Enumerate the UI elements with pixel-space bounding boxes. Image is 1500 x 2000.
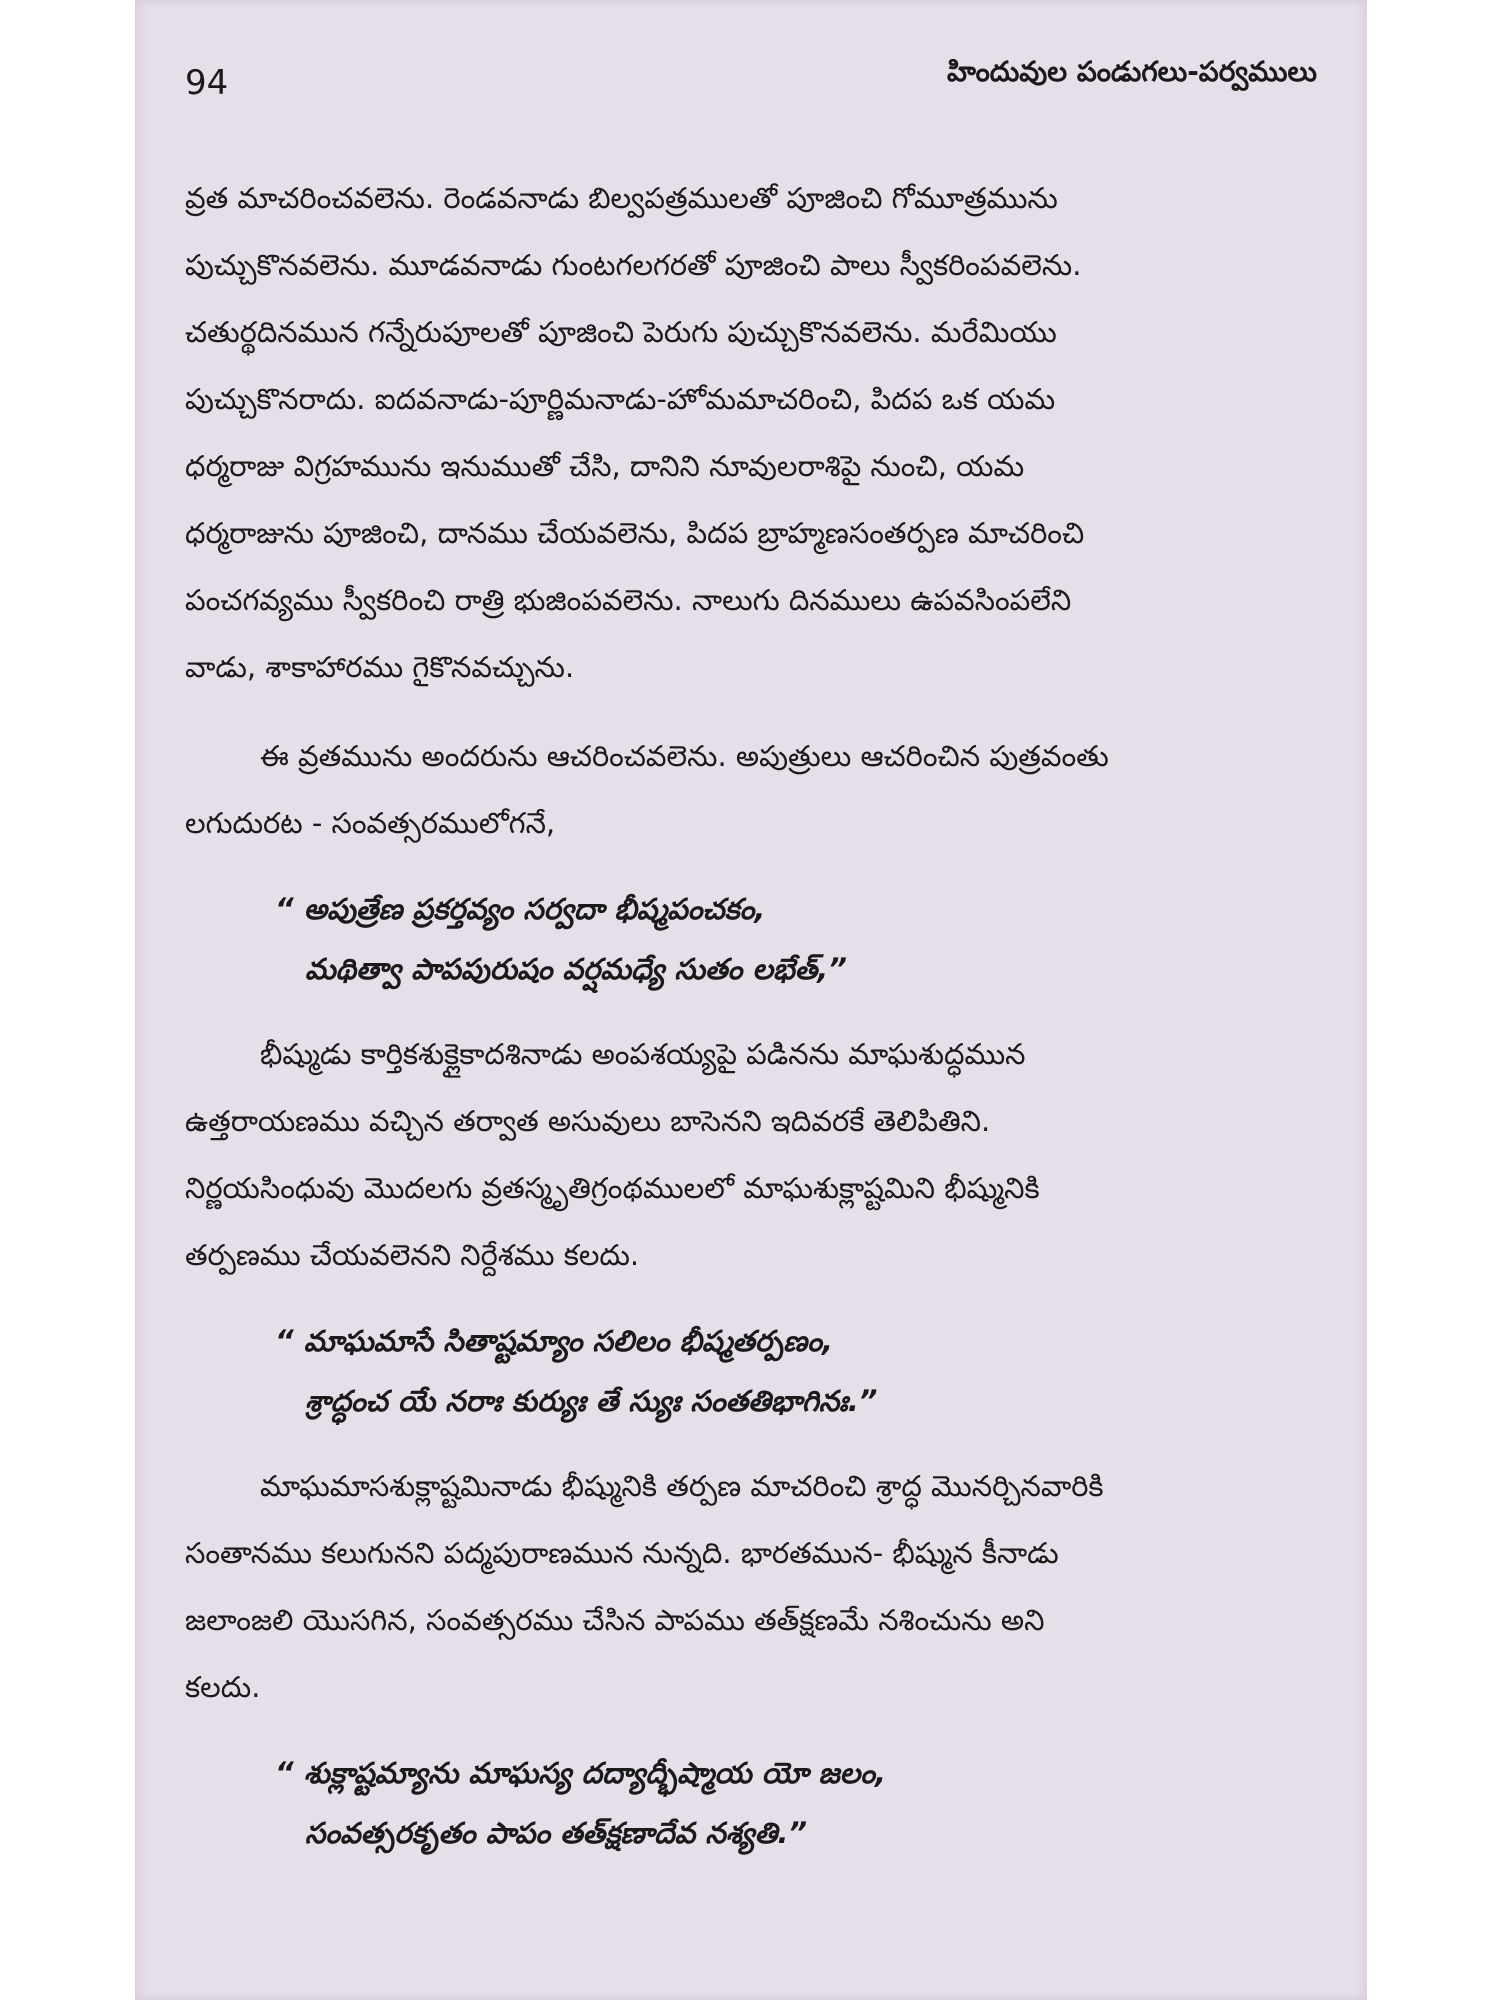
verse-line: “ మాఘమాసే సితాష్టమ్యాం సలిలం భీష్మతర్పణం, [275, 1324, 833, 1358]
text-line: ఉత్తరాయణము వచ్చిన తర్వాత అసువులు బాసెనని ఇదివరకే తెలిపితిని. [185, 1104, 991, 1138]
text-line: వ్రత మాచరించవలెను. రెండవనాడు బిల్వపత్రములతో పూజించి గోమూత్రమును [185, 181, 1058, 215]
text-line: సంతానము కలుగునని పద్మపురాణమున నున్నది. భారతమున- భీష్మున కీనాడు [185, 1536, 1059, 1570]
text-line: నిర్ణయసింధువు మొదలగు వ్రతస్మృతిగ్రంథములలో మాఘశుక్లాష్టమిని భీష్మునికి [185, 1171, 1040, 1205]
page-header [185, 55, 1317, 115]
paragraph-3 [185, 1021, 1317, 1289]
paragraph-1 [185, 165, 1317, 701]
verse-line: “ శుక్లాష్టమ్యాను మాఘస్య దద్యాద్భీష్మాయ యో జలం, [275, 1756, 886, 1790]
text-line: వాడు, శాకాహారము గైకొనవచ్చును. [185, 650, 575, 684]
text-line: లగుదురట - సంవత్సరములోగనే, [185, 806, 556, 840]
text-line: పంచగవ్యము స్వీకరించి రాత్రి భుజింపవలెను. నాలుగు దినములు ఉపవసింపలేని [185, 583, 1072, 617]
book-page [135, 0, 1367, 2000]
page-number: 94 [185, 63, 229, 103]
verse-3 [185, 1743, 1317, 1863]
text-line: ధర్మరాజును పూజించి, దానము చేయవలెను, పిదప బ్రాహ్మణసంతర్పణ మాచరించి [185, 516, 1085, 550]
left-margin [0, 0, 135, 2000]
verse-line: శ్రాద్ధంచ యే నరాః కుర్యుః తే స్యుః సంతతిభాగినః.” [305, 1384, 878, 1418]
verse-2 [185, 1311, 1317, 1431]
page-body [185, 165, 1317, 1863]
right-margin [1367, 0, 1500, 2000]
verse-1 [185, 879, 1317, 999]
text-line: కలదు. [185, 1670, 261, 1704]
text-line: ధర్మరాజు విగ్రహమును ఇనుముతో చేసి, దానిని నూవులరాశిపై నుంచి, యమ [185, 449, 1025, 483]
verse-line: సంవత్సరకృతం పాపం తత్‌క్షణాదేవ నశ్యతి.” [305, 1816, 808, 1850]
verse-line: “ అపుత్రేణ ప్రకర్తవ్యం సర్వదా భీష్మపంచకం, [275, 892, 766, 926]
text-line: తర్పణము చేయవలెనని నిర్దేశము కలదు. [185, 1238, 640, 1272]
text-line: ఈ వ్రతమును అందరును ఆచరించవలెను. అపుత్రులు ఆచరించిన పుత్రవంతు [260, 739, 1109, 773]
text-line: మాఘమాసశుక్లాష్టమినాడు భీష్మునికి తర్పణ మాచరించి శ్రాద్ధ మొనర్చినవారికి [260, 1469, 1104, 1503]
text-line: జలాంజలి యొసగిన, సంవత్సరము చేసిన పాపము తత్‌క్షణమే నశించును అని [185, 1603, 1045, 1637]
text-line: పుచ్చుకొనరాదు. ఐదవనాడు-పూర్ణిమనాడు-హోమమాచరించి, పిదప ఒక యమ [185, 382, 1056, 416]
running-head: హిందువుల పండుగలు-పర్వములు [947, 55, 1317, 88]
paragraph-2 [185, 723, 1317, 857]
text-line: చతుర్థదినమున గన్నేరుపూలతో పూజించి పెరుగు పుచ్చుకొనవలెను. మరేమియు [185, 315, 1057, 349]
paragraph-4 [185, 1453, 1317, 1721]
text-line: భీష్ముడు కార్తికశుక్లైకాదశినాడు అంపశయ్యపై పడినను మాఘశుద్ధమున [260, 1037, 1026, 1071]
verse-line: మథిత్వా పాపపురుషం వర్షమధ్యే సుతం లభేత్,” [305, 952, 847, 986]
text-line: పుచ్చుకొనవలెను. మూడవనాడు గుంటగలగరతో పూజించి పాలు స్వీకరింపవలెను. [185, 248, 1082, 282]
